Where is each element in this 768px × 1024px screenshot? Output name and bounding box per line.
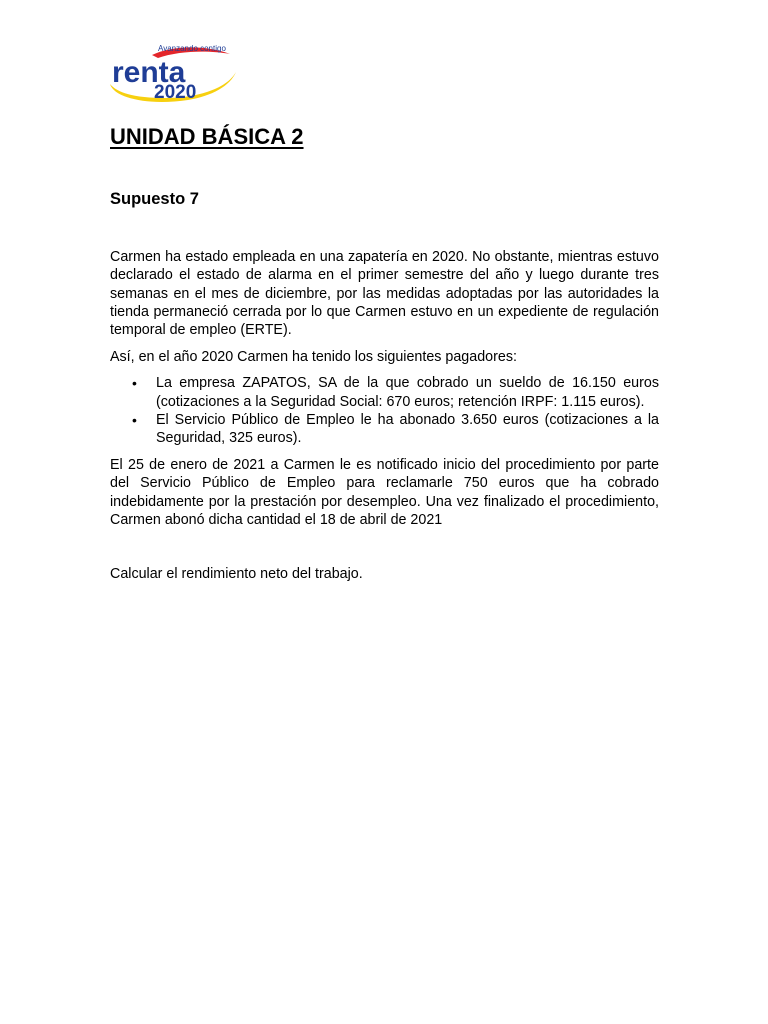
procedure-paragraph: El 25 de enero de 2021 a Carmen le es notificado inicio del procedimiento por parte del Servicio Público de Empleo para reclamarle 750 euros que ha cobrado indebidamente por la prestación por desempleo. Una vez finalizado el procedimiento, Carmen abonó dicha cantidad el 18 de abril de 2021: [110, 457, 659, 528]
question-paragraph: Calcular el rendimiento neto del trabajo.: [110, 566, 363, 583]
case-subtitle: Supuesto 7: [110, 190, 199, 209]
payer-item: • La empresa ZAPATOS, SA de la que cobrado un sueldo de 16.150 euros (cotizaciones a la Seguridad Social: 670 euros; retención IRPF: 1.115 euros).: [156, 374, 659, 410]
payers-list: [110, 374, 659, 447]
intro-paragraph: Carmen ha estado empleada en una zapatería en 2020. No obstante, mientras estuvo declarado el estado de alarma en el primer semestre del año y luego durante tres semanas en el mes de diciembre, por las medidas adoptadas por las autoridades la tienda permaneció cerrada por lo que Carmen estuvo en un expediente de regulación temporal de empleo (ERTE).: [110, 249, 659, 338]
renta-2020-logo: [108, 40, 238, 106]
logo-year: 2020: [154, 82, 197, 103]
payers-intro-paragraph: Así, en el año 2020 Carmen ha tenido los siguientes pagadores:: [110, 349, 517, 366]
logo-tagline: Avanzando contigo: [158, 44, 226, 53]
logo-word: renta: [112, 56, 186, 89]
payer-item: • El Servicio Público de Empleo le ha abonado 3.650 euros (cotizaciones a la Seguridad, 325 euros).: [156, 411, 659, 447]
document-body: [110, 116, 659, 583]
renta-logo-graphic: [108, 40, 238, 106]
page-title: UNIDAD BÁSICA 2: [110, 124, 304, 149]
